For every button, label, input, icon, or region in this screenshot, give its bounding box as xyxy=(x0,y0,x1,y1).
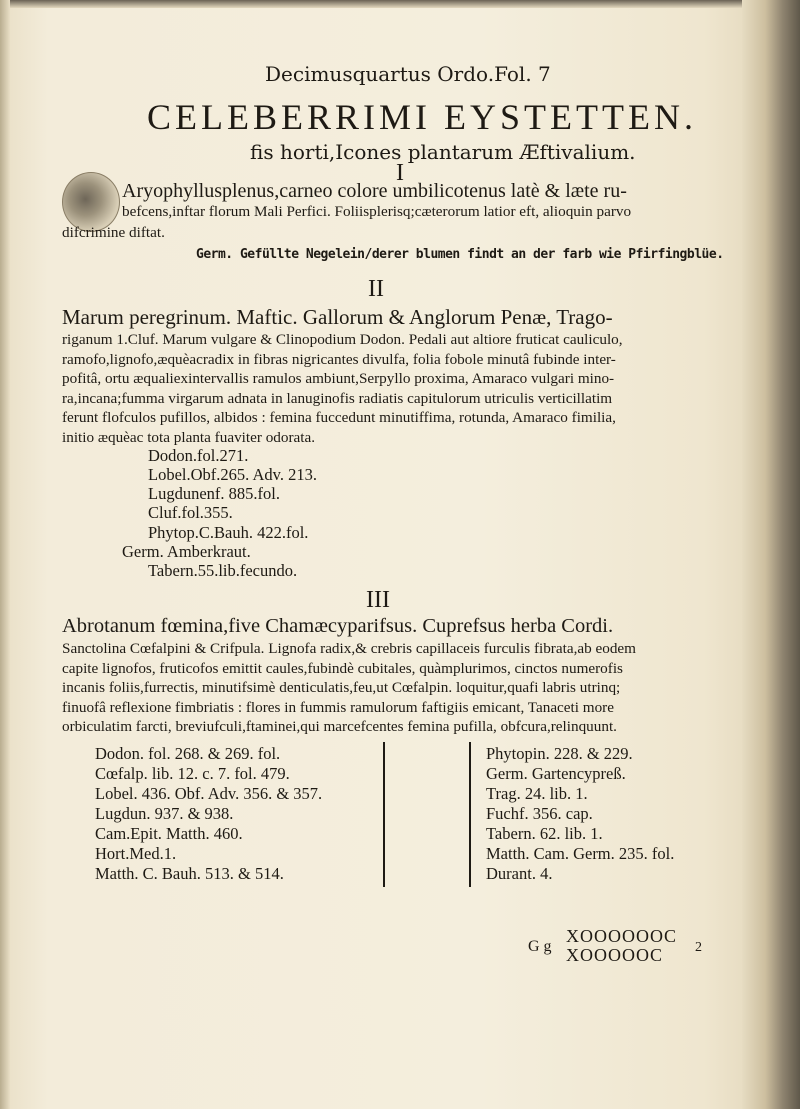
entry-3-text xyxy=(62,613,672,737)
entry-3-line-3: capite lignofos, fruticofos emittit caules,fubindè cubitales, quàmplurimos, cinctos numerofis xyxy=(62,659,623,677)
signature-mark: 2 xyxy=(695,940,702,955)
entry-3-line-5: finuofâ reflexione fimbriatis : flores in fummis ramulorum faftigiis emicant, Tanaceti more xyxy=(62,698,614,716)
entry-3-ref-right-4: Fuchf. 356. cap. xyxy=(486,804,593,823)
entry-2-line-6: ferunt flofculos pufillos, albidos : femina fuccedunt minutiffima, rotunda, Amaraco fimilia, xyxy=(62,409,616,426)
entry-2-ref-7: Tabern.55.lib.fecundo. xyxy=(148,561,298,580)
entry-3-ref-left-7: Matth. C. Bauh. 513. & 514. xyxy=(95,864,284,883)
entry-1-text xyxy=(122,182,682,221)
entry-3-line-2: Sanctolina Cœfalpini & Crifpula. Lignofa radix,& crebris capillaceis furculis fibrata,ab eodem xyxy=(62,640,636,657)
entry-3-line-4: incanis foliis,furrectis, minutifsimè denticulatis,feu,ut Cœfalpin. loquitur,quafi labris utrinq; xyxy=(62,679,621,696)
entry-2-line-2: riganum 1.Cluf. Marum vulgare & Clinopodium Dodon. Pedali aut altiore fruticat cauliculo, xyxy=(62,331,623,348)
entry-3-ref-left-5: Cam.Epit. Matth. 460. xyxy=(95,824,243,843)
running-head: Decimusquartus Ordo.Fol. 7 xyxy=(265,62,551,86)
entry-3-ref-right-7: Durant. 4. xyxy=(486,864,553,883)
entry-3-ref-left-4: Lugdun. 937. & 938. xyxy=(95,804,234,823)
entry-2-line-3: ramofo,lignofo,æquèacradix in fibras nigricantes divulfa, folia fobole minutâ fubinde inter- xyxy=(62,350,616,368)
entry-2-ref-5: Phytop.C.Bauh. 422.fol. xyxy=(148,523,309,542)
entry-3-ref-left-1: Dodon. fol. 268. & 269. fol. xyxy=(95,744,281,763)
entry-3-ref-right-3: Trag. 24. lib. 1. xyxy=(486,784,588,803)
entry-2-ref-2: Lobel.Obf.265. Adv. 213. xyxy=(148,465,317,484)
page-subtitle: fis horti,Icones plantarum Æftivalium. xyxy=(250,140,636,164)
entry-1-line-3: difcrimine diftat. xyxy=(62,224,165,241)
entry-2-ref-4: Cluf.fol.355. xyxy=(148,503,233,522)
column-divider-left xyxy=(383,742,385,887)
catchword: G g xyxy=(528,938,552,955)
entry-2-line-1: Marum peregrinum. Maftic. Gallorum & Anglorum Penæ, Trago- xyxy=(62,305,613,329)
entry-1-line-2: befcens,inftar florum Mali Perfici. Foliisplerisq;cæterorum latior eft, alioquin parvo xyxy=(122,202,632,220)
entry-3-ref-right-5: Tabern. 62. lib. 1. xyxy=(486,824,603,843)
entry-2-line-5: ra,incana;fumma virgarum adnata in lanuginofis radiatis capitulorum utriculis verticillatim xyxy=(62,389,613,407)
page-top-edge xyxy=(0,0,800,8)
entry-3-ref-left-6: Hort.Med.1. xyxy=(95,844,177,863)
entry-3-ref-right-1: Phytopin. 228. & 229. xyxy=(486,744,633,763)
entry-2-line-7: initio æquèac tota planta fuaviter odorata. xyxy=(62,428,316,446)
ornament-top: XOOOOOOC xyxy=(566,926,677,946)
ornament-bottom: XOOOOOC xyxy=(566,945,663,965)
entry-3-line-6: orbiculatim farcti, breviufculi,ftaminei,qui marcefcentes femina pufilla, obfcura,relinquunt. xyxy=(62,718,617,735)
page-right-shadow xyxy=(742,0,800,1109)
entry-1-german: Germ. Gefüllte Negelein/derer blumen findt an der farb wie Pfirfingblüe. xyxy=(196,247,724,262)
entry-2-text xyxy=(62,304,672,447)
column-divider-right xyxy=(469,742,471,887)
entry-3-ref-right-6: Matth. Cam. Germ. 235. fol. xyxy=(486,844,675,863)
entry-3-ref-left-3: Lobel. 436. Obf. Adv. 356. & 357. xyxy=(95,784,323,803)
entry-number-1: I xyxy=(396,160,404,186)
entry-2-line-4: pofitâ, ortu æqualiexintervallis ramulos ambiunt,Serpyllo proxima, Amaraco vulgari mino- xyxy=(62,370,615,387)
entry-number-2: II xyxy=(368,276,384,302)
entry-2-ref-6: Germ. Amberkraut. xyxy=(122,542,251,561)
entry-number-3: III xyxy=(366,587,390,613)
entry-3-line-1: Abrotanum fœmina,five Chamæcyparifsus. Cuprefsus herba Cordi. xyxy=(62,615,614,637)
entry-1-line-1: Aryophyllusplenus,carneo colore umbilicotenus latè & læte ru- xyxy=(122,180,627,202)
page-title: CELEBERRIMI EYSTETTEN. xyxy=(147,97,697,137)
entry-3-ref-left-2: Cœfalp. lib. 12. c. 7. fol. 479. xyxy=(95,764,290,783)
entry-2-ref-1: Dodon.fol.271. xyxy=(148,446,249,465)
page-left-edge xyxy=(0,0,10,1109)
entry-3-ref-right-2: Germ. Gartencypreß. xyxy=(486,764,626,783)
entry-2-ref-3: Lugdunenf. 885.fol. xyxy=(148,484,280,503)
